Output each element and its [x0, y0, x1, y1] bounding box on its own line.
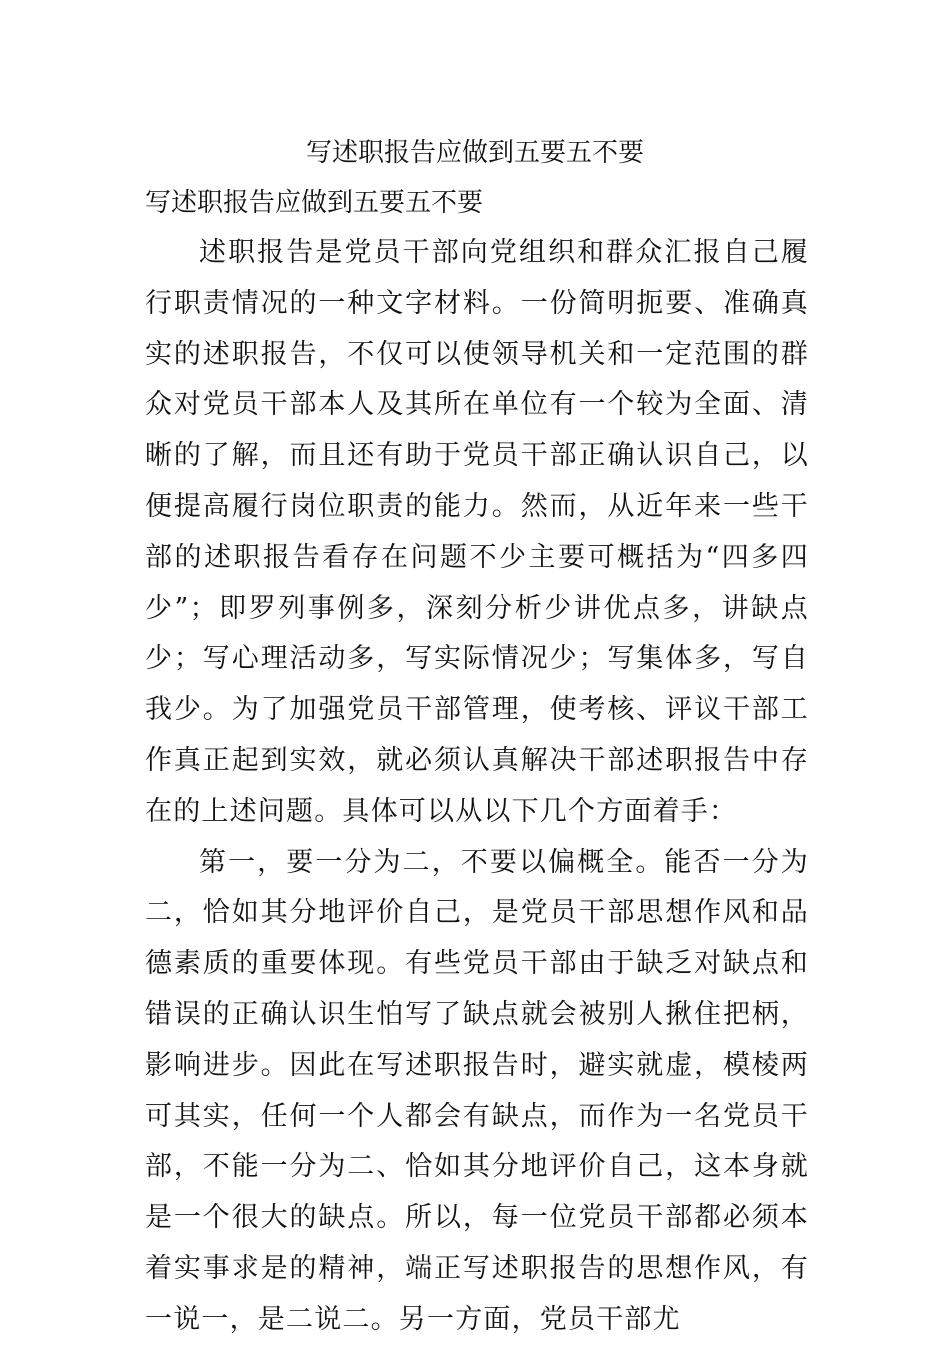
- document-title: 写述职报告应做到五要五不要: [305, 138, 644, 168]
- paragraph-point-one: 第一，要一分为二，不要以偏概全。能否一分为二，恰如其分地评价自己，是党员干部思想作风和品德素质的重要体现。有些党员干部由于缺乏对缺点和错误的正确认识生怕写了缺点就会被别人揪住把柄，影响进步。因此在写述职报告时，避实就虚，模棱两可其实，任何一个人都会有缺点，而作为一名党员干部，不能一分为二、恰如其分地评价自己，这本身就是一个很大的缺点。所以，每一位党员干部都必须本着实事求是的精神，端正写述职报告的思想作风，有一说一，是二说二。另一方面，党员干部尤: [145, 846, 809, 1335]
- paragraph-intro: 述职报告是党员干部向党组织和群众汇报自己履行职责情况的一种文字材料。一份简明扼要、准确真实的述职报告，不仅可以使领导机关和一定范围的群众对党员干部本人及其所在单位有一个较为全面、清晰的了解，而且还有助于党员干部正确认识自己，以便提高履行岗位职责的能力。然而，从近年来一些干部的述职报告看存在问题不少主要可概括为“四多四少”；即罗列事例多，深刻分析少讲优点多，讲缺点少；写心理活动多，写实际情况少；写集体多，写自我少。为了加强党员干部管理，使考核、评议干部工作真正起到实效，就必须认真解决干部述职报告中存在的上述问题。具体可以从以下几个方面着手：: [145, 237, 809, 827]
- document-body: [145, 228, 809, 1346]
- document-subtitle: 写述职报告应做到五要五不要: [145, 188, 484, 218]
